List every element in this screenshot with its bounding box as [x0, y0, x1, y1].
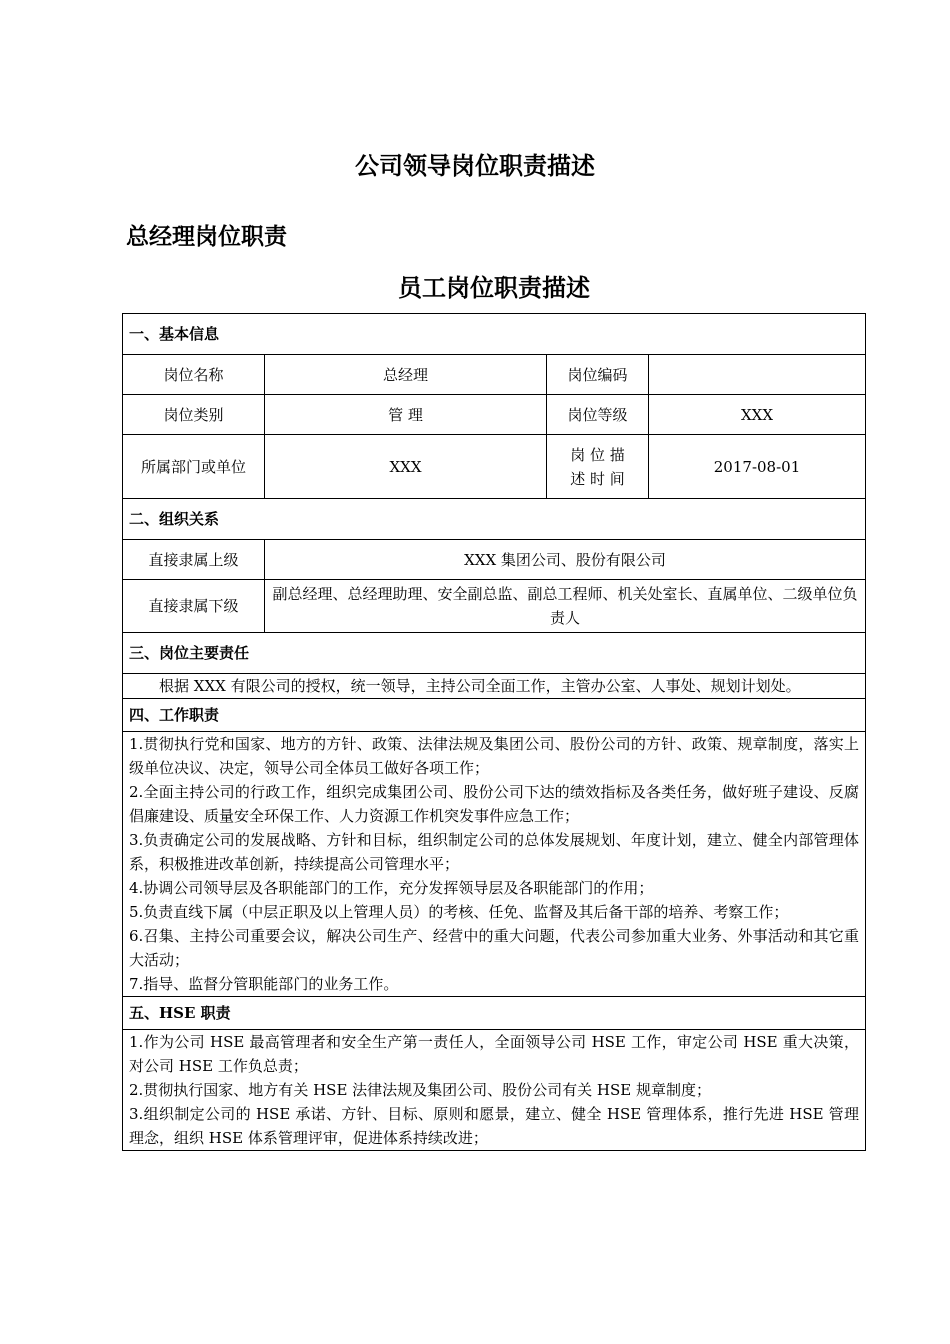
main-responsibility-text: 根据 XXX 有限公司的授权，统一领导，主持公司全面工作，主管办公室、人事处、规划计划处。 [123, 674, 866, 699]
description-time-label [547, 435, 649, 499]
list-item: 3.组织制定公司的 HSE 承诺、方针、目标、原则和愿景，建立、健全 HSE 管理体系，推行先进 HSE 管理理念，组织 HSE 体系管理评审，促进体系持续改进； [129, 1105, 860, 1147]
main-responsibility-heading: 三、岗位主要责任 [123, 633, 866, 674]
post-type-value: 管 理 [265, 395, 547, 435]
description-time-label-line1: 岗 位 描 [570, 445, 625, 464]
list-item: 5.负责直线下属（中层正职及以上管理人员）的考核、任免、监督及其后备干部的培养、考察工作； [129, 903, 789, 921]
department-label: 所属部门或单位 [123, 435, 265, 499]
list-item: 1.贯彻执行党和国家、地方的方针、政策、法律法规及集团公司、股份公司的方针、政策、规章制度，落实上级单位决议、决定，领导公司全体员工做好各项工作； [129, 735, 860, 777]
table-row [123, 355, 866, 395]
post-code-label: 岗位编码 [547, 355, 649, 395]
list-item: 2.全面主持公司的行政工作，组织完成集团公司、股份公司下达的绩效指标及各类任务，做好班子建设、反腐倡廉建设、质量安全环保工作、人力资源工作机突发事件应急工作； [129, 783, 860, 825]
list-item: 6.召集、主持公司重要会议，解决公司生产、经营中的重大问题，代表公司参加重大业务、外事活动和其它重大活动； [129, 927, 860, 969]
post-grade-label: 岗位等级 [547, 395, 649, 435]
form-title: 员工岗位职责描述 [398, 273, 590, 302]
basic-info-heading-row [123, 314, 866, 355]
list-item: 7.指导、监督分管职能部门的业务工作。 [129, 975, 399, 993]
post-type-label: 岗位类别 [123, 395, 265, 435]
work-duties-heading: 四、工作职责 [123, 699, 866, 732]
hse-duties-heading: 五、HSE 职责 [123, 997, 866, 1030]
hse-duties-list [123, 1030, 866, 1151]
org-relations-heading-row [123, 499, 866, 540]
description-time-value: 2017-08-01 [649, 435, 866, 499]
work-duties-heading-row [123, 699, 866, 732]
table-row [123, 435, 866, 499]
job-description-table [122, 313, 866, 1151]
table-row [123, 395, 866, 435]
list-item: 4.协调公司领导层及各职能部门的工作，充分发挥领导层及各职能部门的作用； [129, 879, 654, 897]
post-code-value [649, 355, 866, 395]
org-relations-heading: 二、组织关系 [123, 499, 866, 540]
subordinate-label: 直接隶属下级 [123, 580, 265, 633]
post-grade-value: XXX [649, 395, 866, 435]
table-row [123, 674, 866, 699]
table-row [123, 580, 866, 633]
post-name-label: 岗位名称 [123, 355, 265, 395]
list-item: 3.负责确定公司的发展战略、方针和目标，组织制定公司的总体发展规划、年度计划，建立、健全内部管理体系，积极推进改革创新，持续提高公司管理水平； [129, 831, 860, 873]
post-name-value: 总经理 [265, 355, 547, 395]
hse-duties-heading-row [123, 997, 866, 1030]
department-value: XXX [265, 435, 547, 499]
list-item: 2.贯彻执行国家、地方有关 HSE 法律法规及集团公司、股份公司有关 HSE 规章制度； [129, 1081, 712, 1099]
section-title: 总经理岗位职责 [126, 223, 287, 250]
document-title: 公司领导岗位职责描述 [355, 151, 595, 180]
table-row [123, 1030, 866, 1151]
superior-value: XXX 集团公司、股份有限公司 [265, 540, 866, 580]
basic-info-heading: 一、基本信息 [123, 314, 866, 355]
list-item: 1.作为公司 HSE 最高管理者和安全生产第一责任人，全面领导公司 HSE 工作，审定公司 HSE 重大决策，对公司 HSE 工作负总责； [129, 1033, 860, 1075]
table-row [123, 540, 866, 580]
description-time-label-line2: 述 时 间 [570, 469, 625, 488]
main-responsibility-heading-row [123, 633, 866, 674]
table-row [123, 732, 866, 997]
work-duties-list [123, 732, 866, 997]
superior-label: 直接隶属上级 [123, 540, 265, 580]
subordinate-value: 副总经理、总经理助理、安全副总监、副总工程师、机关处室长、直属单位、二级单位负责人 [265, 580, 866, 633]
